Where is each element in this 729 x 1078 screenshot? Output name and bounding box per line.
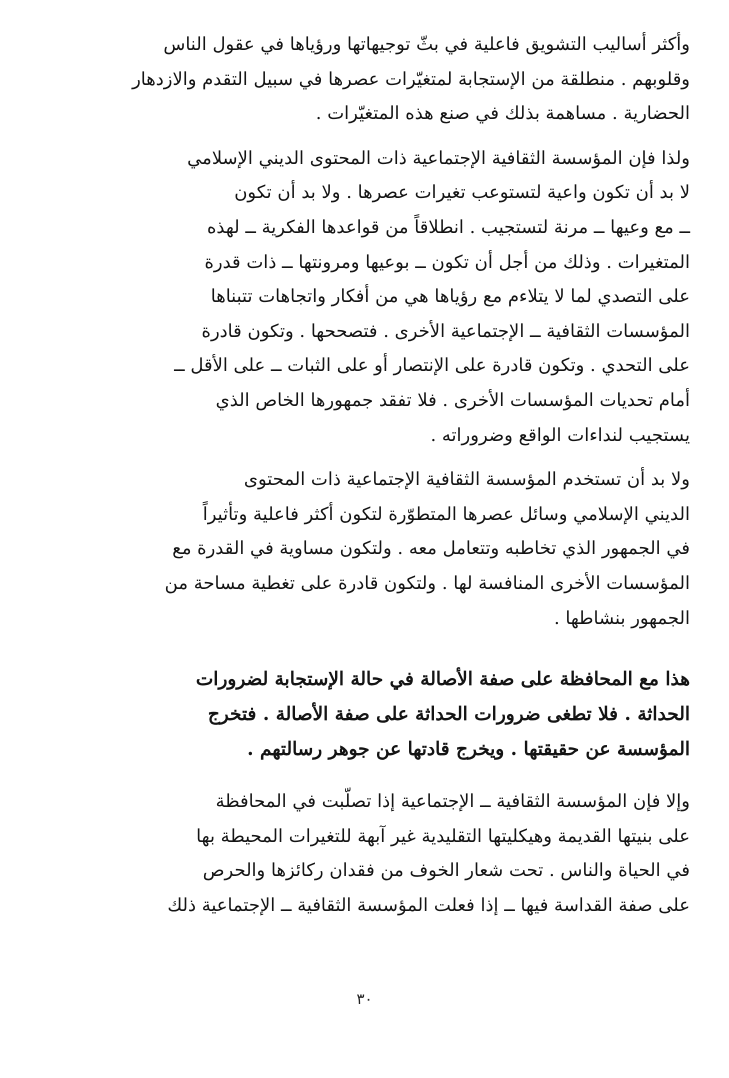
paragraph-line: ــ مع وعيها ــ مرنة لتستجيب . انطلاقاً من قواعدها الفكرية ــ لهذه [206,216,690,238]
paragraph-1 [58,28,690,132]
paragraph-line: الديني الإسلامي وسائل عصرها المتطوّرة لتكون أكثر فاعلية وتأثيراً [202,503,690,525]
paragraph-line: ولذا فإن المؤسسة الثقافية الإجتماعية ذات المحتوى الديني الإسلامي [187,147,690,169]
paragraph-3 [58,463,690,636]
paragraph-line: يستجيب لنداءات الواقع وضروراته . [430,424,690,446]
paragraph-line: ولا بد أن تستخدم المؤسسة الثقافية الإجتماعية ذات المحتوى [243,469,690,491]
paragraph-line: في الحياة والناس . تحت شعار الخوف من فقدان ركائزها والحرص [202,860,690,882]
paragraph-line: على التصدي لما لا يتلاءم مع رؤياها هي من أفكار واتجاهات تتبناها [210,286,690,308]
paragraph-line: المتغيرات . وذلك من أجل أن تكون ــ بوعيها ومرونتها ــ ذات قدرة [204,251,690,273]
paragraph-line: لا بد أن تكون واعية لتستوعب تغيرات عصرها . ولا بد أن تكون [234,182,690,204]
paragraph-line: أمام تحديات المؤسسات الأخرى . فلا تفقد جمهورها الخاص الذي [215,389,690,411]
paragraph-line: الحداثة . فلا تطغى ضرورات الحداثة على صفة الأصالة . فتخرج [207,704,690,726]
paragraph-line: وإلا فإن المؤسسة الثقافية ــ الإجتماعية إذا تصلّبت في المحافظة [215,791,690,813]
paragraph-line: على بنيتها القديمة وهيكليتها التقليدية غير آبهة للتغيرات المحيطة بها [196,825,690,847]
paragraph-line: المؤسسات الأخرى المنافسة لها . ولتكون قادرة على تغطية مساحة من [164,572,690,594]
page-body [58,28,690,923]
paragraph-line: المؤسسة عن حقيقتها . ويخرج قادتها عن جوهر رسالتهم . [247,739,690,761]
paragraph-2 [58,142,690,453]
paragraph-line: وأكثر أساليب التشويق فاعلية في بثّ توجيهاتها ورؤياها في عقول الناس [163,34,690,55]
paragraph-line: المؤسسات الثقافية ــ الإجتماعية الأخرى . فتصححها . وتكون قادرة [201,320,690,342]
paragraph-line: في الجمهور الذي تخاطبه وتتعامل معه . ولتكون مساوية في القدرة مع [172,538,690,560]
paragraph-line: على صفة القداسة فيها ــ إذا فعلت المؤسسة الثقافية ــ الإجتماعية ذلك [167,894,690,916]
paragraph-line: وقلوبهم . منطلقة من الإستجابة لمتغيّرات عصرها في سبيل التقدم والازدهار [132,68,690,90]
paragraph-line: على التحدي . وتكون قادرة على الإنتصار أو على الثبات ــ على الأقل ــ [174,355,690,377]
paragraph-line: الحضارية . مساهمة بذلك في صنع هذه المتغيّرات . [315,103,690,125]
page-number: ٣٠ [356,990,373,1008]
paragraph-4-bold [58,662,690,767]
paragraph-line: هذا مع المحافظة على صفة الأصالة في حالة الإستجابة لضرورات [195,669,690,691]
paragraph-5 [58,785,690,923]
paragraph-line: الجمهور بنشاطها . [553,607,690,629]
